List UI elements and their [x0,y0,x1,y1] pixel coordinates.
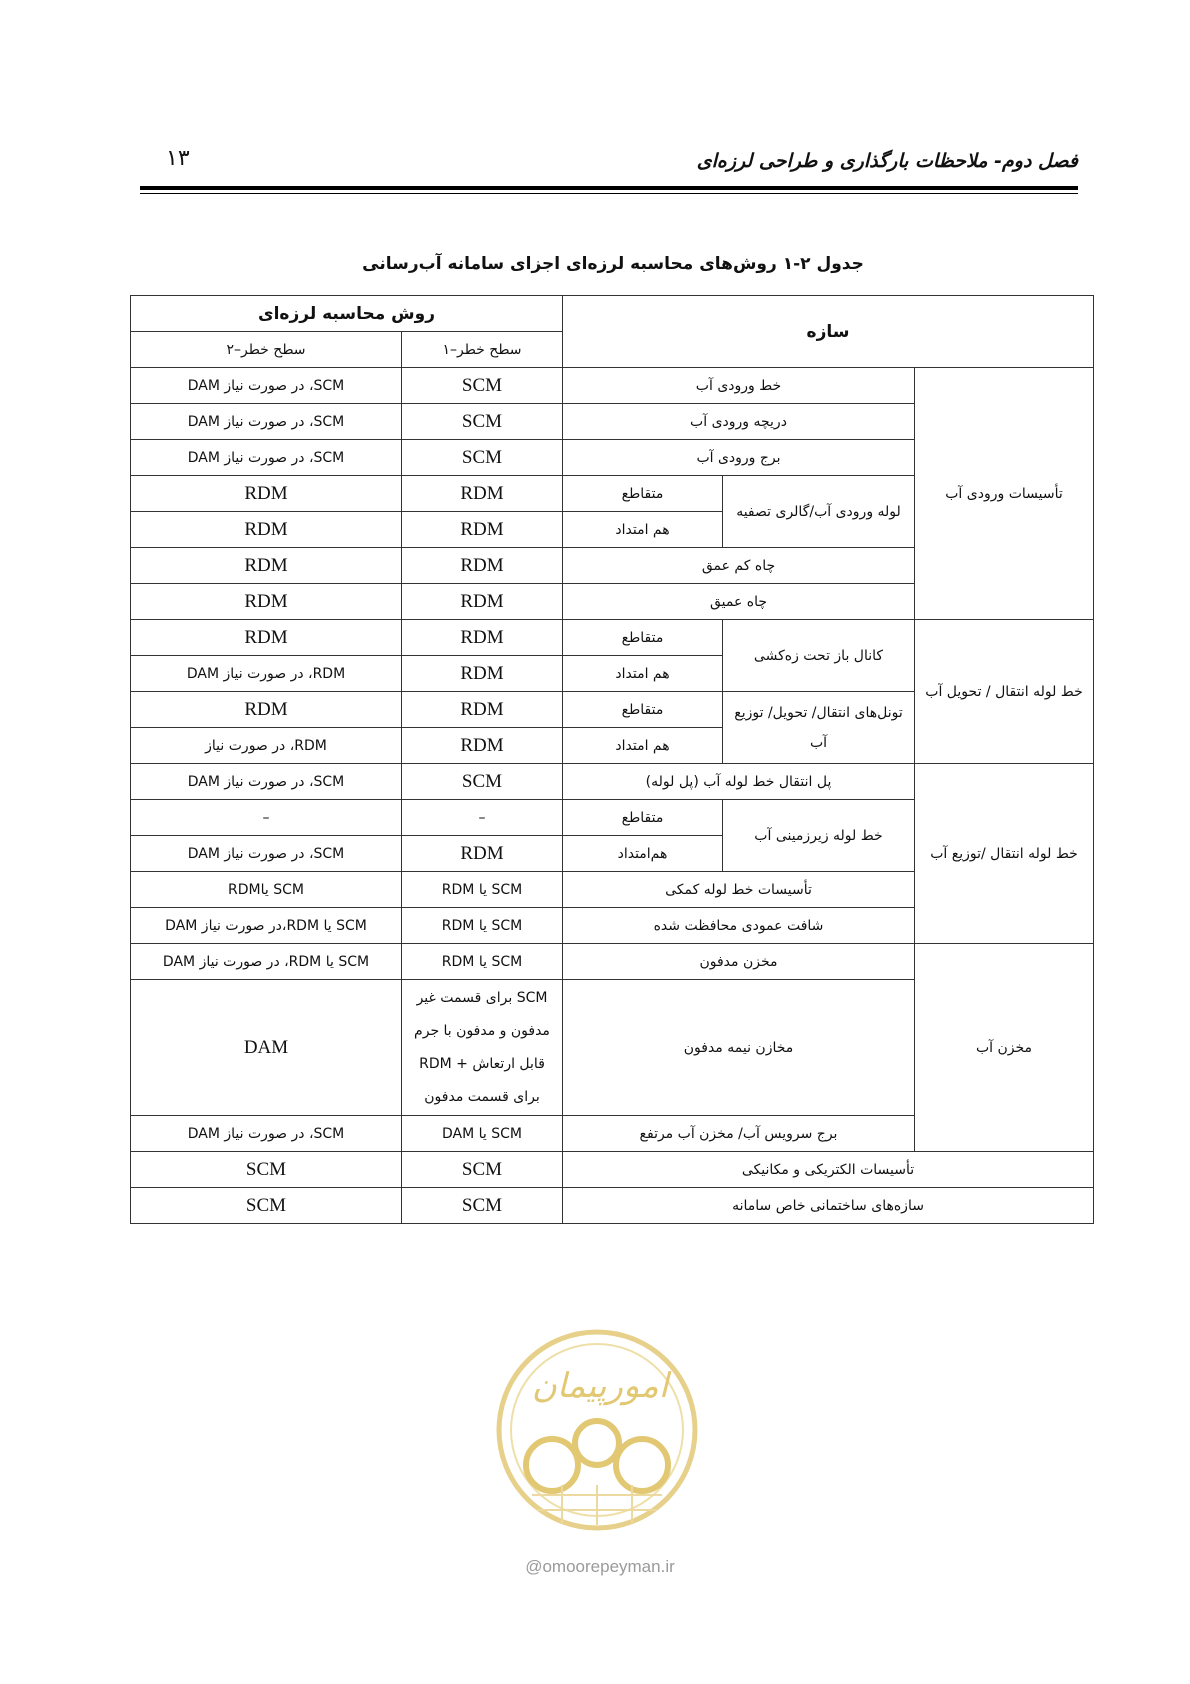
structure-cell: شافت عمودی محافظت شده [563,908,915,944]
orientation-cell: هم امتداد [563,512,723,548]
group-cell: مخزن آب [915,944,1094,1152]
level1-line: SCM برای قسمت غیر [416,989,548,1006]
table-row [131,1188,1094,1224]
level1-cell: SCM یا DAM [402,1116,563,1152]
level2-cell: RDM [131,476,402,512]
level2-cell: SCM، در صورت نیاز DAM [131,368,402,404]
group-cell: تأسیسات ورودی آب [915,368,1094,620]
structure-cell: پل انتقال خط لوله آب (پل لوله) [563,764,915,800]
level1-header: سطح خطر–۱ [402,332,563,368]
orientation-cell: متقاطع [563,800,723,836]
level2-header: سطح خطر–۲ [131,332,402,368]
level2-cell: SCM یاRDM [131,872,402,908]
level1-cell: RDM [402,548,563,584]
table-row [131,764,1094,800]
level1-cell: SCM یا RDM [402,908,563,944]
orientation-cell: هم‌امتداد [563,836,723,872]
level2-cell: SCM، در صورت نیاز DAM [131,836,402,872]
level2-cell: SCM، در صورت نیاز DAM [131,440,402,476]
orientation-cell: هم امتداد [563,656,723,692]
level1-cell: RDM [402,584,563,620]
subgroup-cell: کانال باز تحت زه‌کشی [723,620,915,692]
level2-cell: RDM، در صورت نیاز [131,728,402,764]
level2-cell: RDM [131,548,402,584]
level2-cell: SCM، در صورت نیاز DAM [131,764,402,800]
structure-cell: چاه کم عمق [563,548,915,584]
level2-cell: SCM یا RDM،در صورت نیاز DAM [131,908,402,944]
orientation-cell: متقاطع [563,692,723,728]
level2-cell: SCM، در صورت نیاز DAM [131,1116,402,1152]
seismic-method-table [130,295,1094,1224]
level1-cell: SCM [402,404,563,440]
level1-cell: RDM [402,620,563,656]
level1-line: قابل ارتعاش + RDM [419,1055,545,1072]
level2-cell: SCM [131,1188,402,1224]
logo-text: امورپیمان [531,1366,669,1406]
table-row [131,944,1094,980]
structure-cell: برج ورودی آب [563,440,915,476]
chapter-title: فصل دوم- ملاحظات بارگذاری و طراحی لرزه‌ای [696,150,1078,172]
level1-cell: RDM [402,476,563,512]
watermark-url: @omoorepeyman.ir [525,1557,675,1576]
header-rule-thin [140,193,1078,194]
table-caption: جدول ۲-۱ روش‌های محاسبه لرزه‌ای اجزای سامانه آب‌رسانی [362,254,864,274]
seismic-method-table-wrap [130,295,1093,1224]
level1-cell: RDM [402,656,563,692]
structure-cell: چاه عمیق [563,584,915,620]
level2-cell: RDM [131,584,402,620]
orientation-cell: متقاطع [563,620,723,656]
group-cell: خط لوله انتقال / تحویل آب [915,620,1094,764]
gear-icon [526,1421,668,1491]
level1-cell: RDM [402,512,563,548]
header-row-1 [131,296,1094,332]
subgroup-cell: تونل‌های انتقال/ تحویل/ توزیع آب [723,692,915,764]
level1-cell: RDM [402,728,563,764]
subgroup-cell: لوله ورودی آب/گالری تصفیه [723,476,915,548]
group-cell: خط لوله انتقال /توزیع آب [915,764,1094,944]
level1-cell: SCM یا RDM [402,944,563,980]
level1-cell-multiline [402,980,563,1116]
level1-cell: SCM [402,440,563,476]
level2-cell: SCM یا RDM، در صورت نیاز DAM [131,944,402,980]
structure-cell: تأسیسات خط لوله کمکی [563,872,915,908]
level1-line: برای قسمت مدفون [424,1088,540,1105]
level1-line: مدفون و مدفون با جرم [414,1022,550,1039]
table-row [131,1152,1094,1188]
watermark-seal [492,1325,702,1535]
method-header: روش محاسبه لرزه‌ای [131,296,563,332]
level1-cell: SCM [402,1188,563,1224]
structure-cell: مخزن مدفون [563,944,915,980]
level2-cell: RDM [131,512,402,548]
structure-cell: برج سرویس آب/ مخزن آب مرتفع [563,1116,915,1152]
level1-cell: SCM [402,1152,563,1188]
structure-cell: مخازن نیمه مدفون [563,980,915,1116]
level2-cell: RDM [131,620,402,656]
structure-cell: دریچه ورودی آب [563,404,915,440]
structure-cell: خط ورودی آب [563,368,915,404]
level2-cell: SCM [131,1152,402,1188]
level1-cell: – [402,800,563,836]
level1-cell: RDM [402,692,563,728]
level2-cell: – [131,800,402,836]
orientation-cell: متقاطع [563,476,723,512]
orientation-cell: هم امتداد [563,728,723,764]
table-row [131,368,1094,404]
structure-header: سازه [563,296,1094,368]
subgroup-cell: خط لوله زیرزمینی آب [723,800,915,872]
structure-cell: تأسیسات الکتریکی و مکانیکی [563,1152,1094,1188]
header-rule-thick [140,186,1078,190]
level2-cell: DAM [131,980,402,1116]
level2-cell: SCM، در صورت نیاز DAM [131,404,402,440]
level2-cell: RDM، در صورت نیاز DAM [131,656,402,692]
level1-cell: SCM [402,764,563,800]
level1-cell: SCM یا RDM [402,872,563,908]
structure-cell: سازه‌های ساختمانی خاص سامانه [563,1188,1094,1224]
level1-cell: RDM [402,836,563,872]
level1-cell: SCM [402,368,563,404]
page-number: ۱۳ [166,146,190,171]
table-row [131,620,1094,656]
level2-cell: RDM [131,692,402,728]
